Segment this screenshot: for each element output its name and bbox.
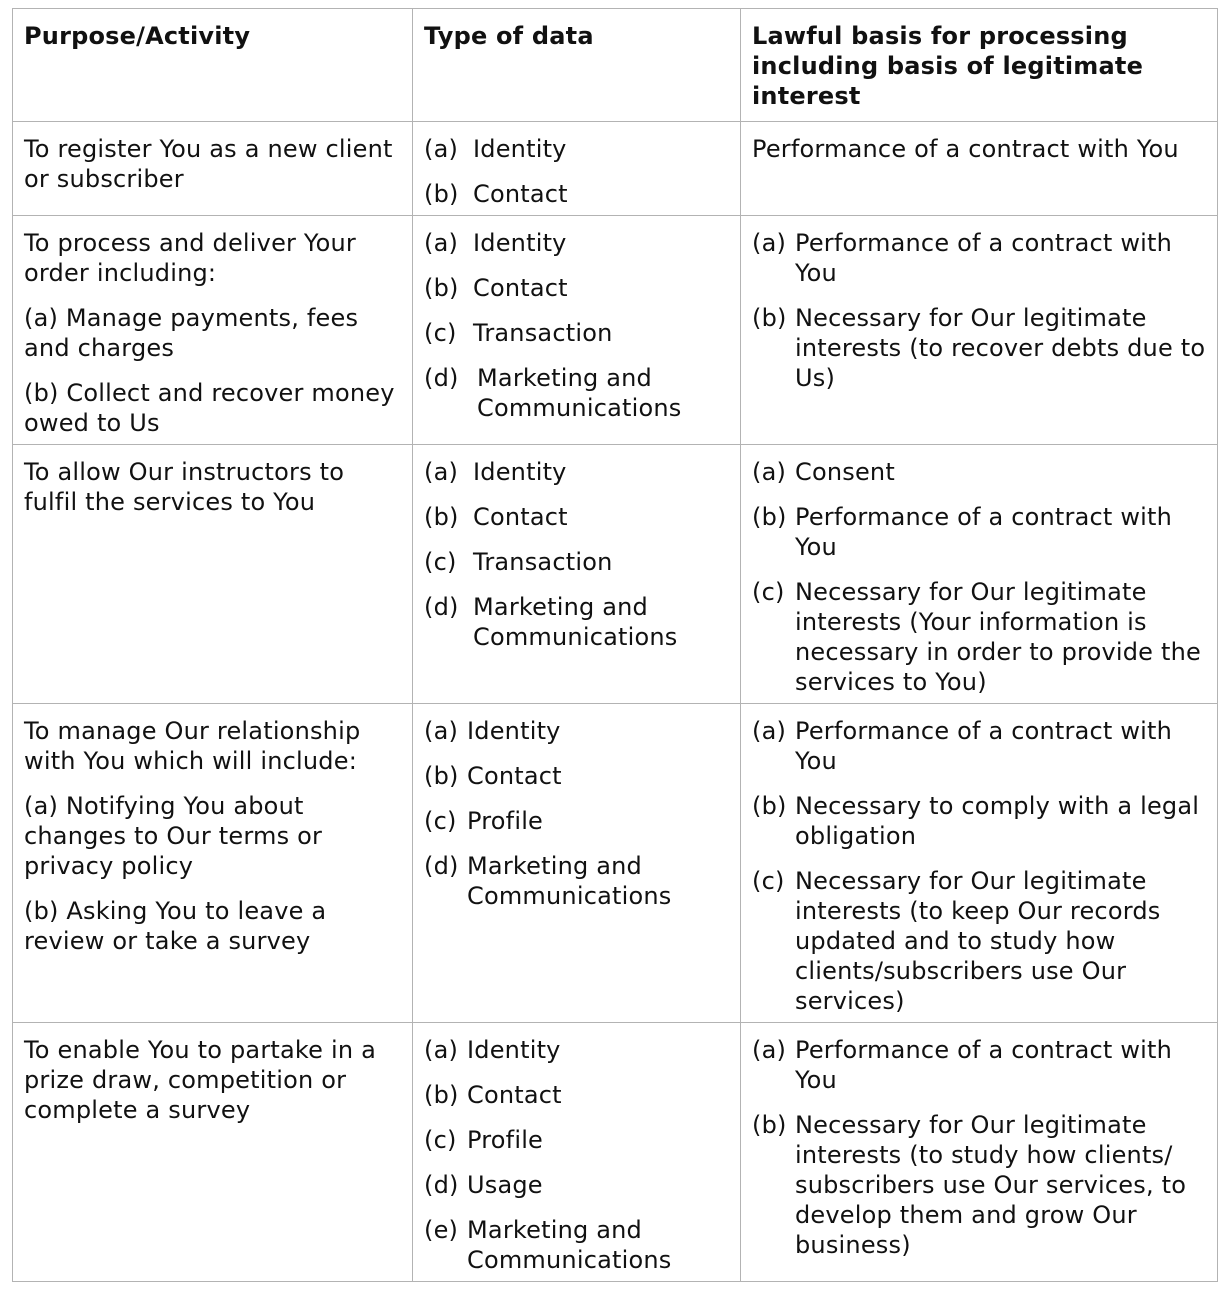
list-item bbox=[424, 1125, 730, 1155]
purpose-text: To process and deliver Your order including: bbox=[24, 229, 356, 287]
list-marker: (b) bbox=[424, 1081, 459, 1109]
list-item bbox=[752, 228, 1207, 288]
list-marker: (b) bbox=[752, 792, 787, 820]
list-item bbox=[424, 179, 730, 209]
list-marker: (d) bbox=[424, 1171, 459, 1199]
list-marker: (a) bbox=[752, 229, 787, 257]
type-label: Identity bbox=[473, 229, 567, 257]
basis-text: Necessary for Our legitimate interests (to keep Our records updated and to study how clients/subscribers use Our services) bbox=[795, 867, 1161, 1015]
list-marker: (a) bbox=[424, 458, 459, 486]
basis-cell bbox=[741, 216, 1218, 445]
list-item bbox=[424, 851, 730, 911]
list-marker: (c) bbox=[424, 807, 457, 835]
list-item bbox=[424, 547, 730, 577]
list-marker: (d) bbox=[424, 852, 459, 880]
purpose-text: To allow Our instructors to fulfil the services to You bbox=[24, 458, 345, 516]
purpose-text: (b) Collect and recover money owed to Us bbox=[24, 379, 395, 437]
list-item bbox=[752, 502, 1207, 562]
list-item bbox=[424, 134, 730, 164]
basis-text: Performance of a contract with You bbox=[795, 229, 1173, 287]
list-marker: (a) bbox=[424, 135, 459, 163]
list-item bbox=[424, 592, 730, 652]
list-item bbox=[424, 1080, 730, 1110]
list-item bbox=[752, 1110, 1207, 1260]
basis-text: Necessary for Our legitimate interests (to recover debts due to Us) bbox=[795, 304, 1206, 392]
type-cell bbox=[413, 216, 741, 445]
list-marker: (c) bbox=[424, 548, 457, 576]
list-marker: (b) bbox=[424, 762, 459, 790]
type-label: Usage bbox=[467, 1171, 543, 1199]
type-label: Contact bbox=[473, 274, 568, 302]
type-label: Transaction bbox=[473, 548, 613, 576]
list-item bbox=[424, 761, 730, 791]
table-row bbox=[13, 122, 1218, 216]
purpose-text: To register You as a new client or subscriber bbox=[24, 135, 393, 193]
list-item bbox=[424, 502, 730, 532]
list-item bbox=[752, 303, 1207, 393]
table-row bbox=[13, 1023, 1218, 1282]
purpose-text: (b) Asking You to leave a review or take a survey bbox=[24, 897, 327, 955]
purpose-cell bbox=[13, 1023, 413, 1282]
purpose-cell bbox=[13, 216, 413, 445]
list-marker: (e) bbox=[424, 1216, 459, 1244]
list-marker: (a) bbox=[424, 229, 459, 257]
list-item bbox=[424, 716, 730, 746]
list-item bbox=[424, 1215, 730, 1275]
type-cell bbox=[413, 445, 741, 704]
list-marker: (b) bbox=[752, 304, 787, 332]
table-header-row bbox=[13, 9, 1218, 122]
table-row bbox=[13, 445, 1218, 704]
list-marker: (c) bbox=[424, 1126, 457, 1154]
type-label: Contact bbox=[473, 503, 568, 531]
list-item bbox=[424, 1035, 730, 1065]
type-label: Marketing and Communications bbox=[473, 593, 678, 651]
list-marker: (a) bbox=[424, 717, 459, 745]
list-marker: (c) bbox=[752, 867, 785, 895]
type-label: Identity bbox=[473, 458, 567, 486]
basis-text: Consent bbox=[795, 458, 895, 486]
list-marker: (a) bbox=[752, 717, 787, 745]
header-purpose: Purpose/Activity bbox=[13, 9, 413, 122]
list-marker: (c) bbox=[752, 578, 785, 606]
list-item bbox=[424, 318, 730, 348]
basis-text: Performance of a contract with You bbox=[795, 717, 1173, 775]
type-label: Contact bbox=[473, 180, 568, 208]
list-marker: (b) bbox=[424, 503, 459, 531]
purpose-text: To enable You to partake in a prize draw, competition or complete a survey bbox=[24, 1036, 376, 1124]
list-item bbox=[752, 457, 1207, 487]
purpose-text: To manage Our relationship with You which will include: bbox=[24, 717, 361, 775]
list-marker: (b) bbox=[752, 1111, 787, 1139]
type-label: Contact bbox=[467, 762, 562, 790]
basis-cell bbox=[741, 1023, 1218, 1282]
list-item bbox=[424, 273, 730, 303]
list-marker: (a) bbox=[752, 1036, 787, 1064]
type-label: Marketing and Communications bbox=[477, 364, 682, 422]
list-item bbox=[752, 866, 1207, 1016]
list-item bbox=[424, 363, 730, 423]
purpose-cell bbox=[13, 704, 413, 1023]
type-label: Contact bbox=[467, 1081, 562, 1109]
basis-text: Necessary for Our legitimate interests (to study how clients/ subscribers use Our services, to develop them and grow Our business) bbox=[795, 1111, 1187, 1259]
basis-text: Necessary for Our legitimate interests (Your information is necessary in order to provide the services to You) bbox=[795, 578, 1201, 696]
type-cell bbox=[413, 122, 741, 216]
table-row bbox=[13, 216, 1218, 445]
list-marker: (d) bbox=[424, 593, 459, 621]
list-marker: (b) bbox=[424, 274, 459, 302]
list-item bbox=[752, 1035, 1207, 1095]
list-marker: (d) bbox=[424, 364, 459, 392]
basis-cell bbox=[741, 704, 1218, 1023]
basis-cell bbox=[741, 122, 1218, 216]
type-label: Identity bbox=[467, 1036, 561, 1064]
purpose-cell bbox=[13, 445, 413, 704]
type-label: Profile bbox=[467, 807, 544, 835]
list-marker: (b) bbox=[752, 503, 787, 531]
type-label: Transaction bbox=[473, 319, 613, 347]
type-label: Marketing and Communications bbox=[467, 1216, 672, 1274]
type-label: Identity bbox=[473, 135, 567, 163]
header-lawful-basis: Lawful basis for processing including basis of legitimate interest bbox=[741, 9, 1218, 122]
list-item bbox=[424, 228, 730, 258]
list-item bbox=[752, 577, 1207, 697]
basis-text: Performance of a contract with You bbox=[795, 503, 1173, 561]
list-marker: (b) bbox=[424, 180, 459, 208]
basis-cell bbox=[741, 445, 1218, 704]
list-item bbox=[752, 716, 1207, 776]
type-cell bbox=[413, 1023, 741, 1282]
list-marker: (a) bbox=[752, 458, 787, 486]
purpose-text: (a) Notifying You about changes to Our terms or privacy policy bbox=[24, 792, 323, 880]
purpose-cell bbox=[13, 122, 413, 216]
header-type-of-data: Type of data bbox=[413, 9, 741, 122]
list-marker: (a) bbox=[424, 1036, 459, 1064]
type-cell bbox=[413, 704, 741, 1023]
list-item bbox=[424, 806, 730, 836]
basis-text: Performance of a contract with You bbox=[752, 135, 1179, 163]
list-item bbox=[752, 791, 1207, 851]
type-label: Profile bbox=[467, 1126, 544, 1154]
table-row bbox=[13, 704, 1218, 1023]
purpose-text: (a) Manage payments, fees and charges bbox=[24, 304, 359, 362]
type-label: Marketing and Communications bbox=[467, 852, 672, 910]
list-item bbox=[424, 1170, 730, 1200]
basis-text: Necessary to comply with a legal obligation bbox=[795, 792, 1200, 850]
list-marker: (c) bbox=[424, 319, 457, 347]
list-item bbox=[424, 457, 730, 487]
basis-text: Performance of a contract with You bbox=[795, 1036, 1173, 1094]
lawful-basis-table bbox=[12, 8, 1218, 1282]
type-label: Identity bbox=[467, 717, 561, 745]
